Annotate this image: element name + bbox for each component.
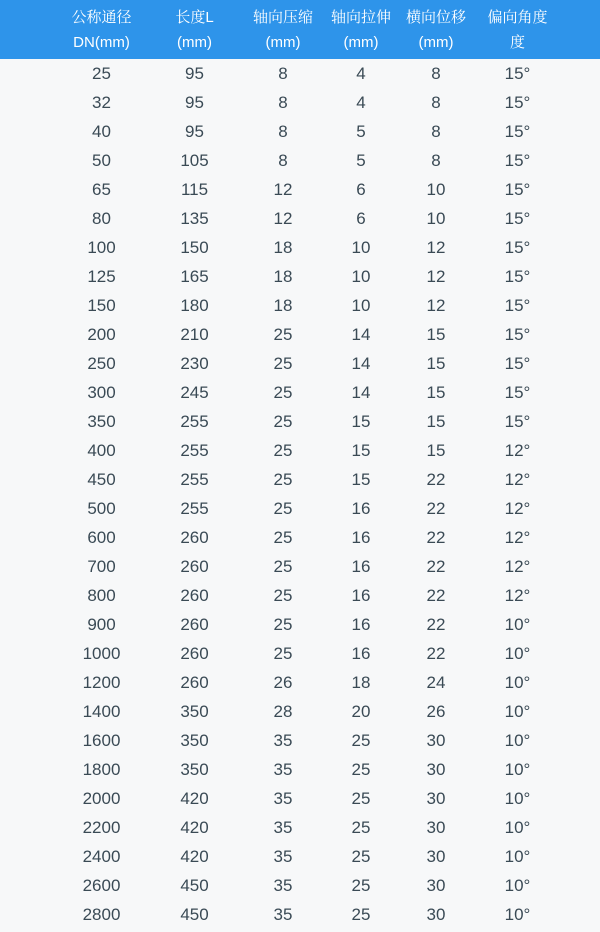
- row-spacer-right: [560, 436, 600, 465]
- table-cell-deflection-angle: 10°: [504, 644, 531, 663]
- table-cell-lateral-displacement: 30: [426, 876, 446, 895]
- table-row: [0, 813, 600, 842]
- table-cell-axial-compression: 18: [273, 296, 293, 315]
- header-label-line2: DN(mm): [73, 33, 130, 51]
- table-cell-dn: 32: [92, 93, 111, 112]
- table-cell-deflection-angle: 10°: [504, 731, 531, 750]
- table-cell-lateral-displacement: 30: [426, 905, 446, 924]
- row-spacer-right: [560, 407, 600, 436]
- table-cell-dn: 125: [87, 267, 116, 286]
- row-spacer-left: [0, 465, 55, 494]
- table-cell-length: 255: [180, 499, 209, 518]
- table-row: [0, 610, 600, 639]
- table-cell-axial-compression: 35: [273, 876, 293, 895]
- header-label-line2: (mm): [177, 33, 212, 51]
- table-cell-axial-compression: 25: [273, 528, 293, 547]
- table-row: [0, 349, 600, 378]
- row-spacer-right: [560, 204, 600, 233]
- table-cell-lateral-displacement: 15: [426, 354, 446, 373]
- table-cell-dn: 40: [92, 122, 111, 141]
- row-spacer-left: [0, 871, 55, 900]
- row-spacer-left: [0, 204, 55, 233]
- table-cell-axial-extension: 16: [351, 528, 371, 547]
- table-row: [0, 726, 600, 755]
- header-cell-length: [148, 0, 241, 59]
- row-spacer-right: [560, 842, 600, 871]
- table-cell-length: 105: [180, 151, 209, 170]
- table-cell-deflection-angle: 12°: [504, 470, 531, 489]
- row-spacer-left: [0, 784, 55, 813]
- row-spacer-right: [560, 494, 600, 523]
- row-spacer-left: [0, 436, 55, 465]
- table-cell-deflection-angle: 15°: [504, 412, 531, 431]
- table-cell-length: 245: [180, 383, 209, 402]
- table-cell-dn: 200: [87, 325, 116, 344]
- table-cell-axial-compression: 25: [273, 325, 293, 344]
- table-row: [0, 117, 600, 146]
- table-cell-deflection-angle: 10°: [504, 876, 531, 895]
- header-label-line1: 长度L: [175, 8, 214, 26]
- table-cell-length: 210: [180, 325, 209, 344]
- table-cell-lateral-displacement: 22: [426, 557, 446, 576]
- table-cell-length: 255: [180, 470, 209, 489]
- table-cell-axial-compression: 25: [273, 354, 293, 373]
- row-spacer-left: [0, 639, 55, 668]
- row-spacer-left: [0, 146, 55, 175]
- table-cell-axial-extension: 6: [356, 180, 366, 199]
- table-cell-lateral-displacement: 30: [426, 731, 446, 750]
- table-cell-axial-extension: 5: [356, 151, 366, 170]
- table-cell-axial-compression: 12: [273, 209, 293, 228]
- table-cell-deflection-angle: 15°: [504, 383, 531, 402]
- table-cell-length: 95: [185, 64, 204, 83]
- header-cell-lateral-displacement: [397, 0, 475, 59]
- row-spacer-right: [560, 88, 600, 117]
- table-cell-axial-extension: 14: [351, 354, 371, 373]
- table-cell-lateral-displacement: 22: [426, 644, 446, 663]
- header-label-line2: (mm): [265, 33, 301, 51]
- table-cell-deflection-angle: 15°: [504, 296, 531, 315]
- row-spacer-right: [560, 871, 600, 900]
- row-spacer-left: [0, 378, 55, 407]
- table-cell-axial-compression: 25: [273, 383, 293, 402]
- table-cell-axial-compression: 35: [273, 789, 293, 808]
- header-label-line1: 偏向角度: [487, 8, 548, 26]
- table-cell-axial-extension: 25: [351, 789, 371, 808]
- table-cell-dn: 800: [87, 586, 116, 605]
- table-cell-dn: 700: [87, 557, 116, 576]
- table-cell-axial-compression: 35: [273, 847, 293, 866]
- row-spacer-right: [560, 552, 600, 581]
- table-cell-axial-compression: 35: [273, 818, 293, 837]
- table-cell-lateral-displacement: 8: [431, 151, 441, 170]
- row-spacer-left: [0, 88, 55, 117]
- table-cell-dn: 1600: [82, 731, 121, 750]
- table-row: [0, 175, 600, 204]
- table-cell-length: 95: [185, 93, 204, 112]
- row-spacer-right: [560, 610, 600, 639]
- table-row: [0, 378, 600, 407]
- table-cell-lateral-displacement: 12: [426, 238, 446, 257]
- table-cell-axial-compression: 35: [273, 760, 293, 779]
- table-cell-dn: 25: [92, 64, 111, 83]
- table-cell-axial-compression: 25: [273, 615, 293, 634]
- table-cell-deflection-angle: 12°: [504, 499, 531, 518]
- table-cell-axial-extension: 18: [351, 673, 371, 692]
- table-cell-axial-extension: 4: [356, 93, 366, 112]
- table-cell-deflection-angle: 10°: [504, 818, 531, 837]
- row-spacer-right: [560, 726, 600, 755]
- table-cell-lateral-displacement: 12: [426, 296, 446, 315]
- table-cell-deflection-angle: 10°: [504, 760, 531, 779]
- row-spacer-right: [560, 262, 600, 291]
- table-cell-axial-extension: 25: [351, 818, 371, 837]
- row-spacer-left: [0, 552, 55, 581]
- row-spacer-left: [0, 233, 55, 262]
- table-row: [0, 523, 600, 552]
- table-cell-lateral-displacement: 15: [426, 441, 446, 460]
- header-spacer-left: [0, 0, 55, 59]
- table-cell-deflection-angle: 12°: [504, 557, 531, 576]
- header-label-line1: 横向位移: [405, 8, 466, 26]
- table-cell-deflection-angle: 15°: [504, 325, 531, 344]
- table-cell-deflection-angle: 15°: [504, 64, 531, 83]
- table-cell-length: 350: [180, 702, 209, 721]
- table-cell-lateral-displacement: 30: [426, 789, 446, 808]
- table-cell-length: 260: [180, 673, 209, 692]
- table-row: [0, 465, 600, 494]
- table-cell-axial-compression: 28: [273, 702, 293, 721]
- table-cell-length: 165: [180, 267, 209, 286]
- header-cell-axial-extension: [325, 0, 397, 59]
- table-cell-dn: 50: [92, 151, 111, 170]
- table-cell-deflection-angle: 15°: [504, 354, 531, 373]
- table-head: [0, 0, 600, 59]
- table-cell-deflection-angle: 10°: [504, 702, 531, 721]
- table-row: [0, 233, 600, 262]
- table-cell-deflection-angle: 10°: [504, 789, 531, 808]
- table-cell-length: 450: [180, 905, 209, 924]
- table-cell-axial-compression: 18: [273, 238, 293, 257]
- row-spacer-right: [560, 349, 600, 378]
- table-row: [0, 755, 600, 784]
- row-spacer-right: [560, 639, 600, 668]
- row-spacer-left: [0, 726, 55, 755]
- table-body: [0, 59, 600, 929]
- table-cell-axial-compression: 8: [278, 93, 288, 112]
- row-spacer-left: [0, 523, 55, 552]
- row-spacer-left: [0, 610, 55, 639]
- table-cell-lateral-displacement: 30: [426, 847, 446, 866]
- table-cell-dn: 80: [92, 209, 111, 228]
- table-row: [0, 262, 600, 291]
- table-cell-axial-extension: 25: [351, 847, 371, 866]
- row-spacer-left: [0, 59, 55, 88]
- table-row: [0, 59, 600, 88]
- table-row: [0, 842, 600, 871]
- table-cell-length: 135: [180, 209, 209, 228]
- header-label-line1: 轴向压缩: [252, 8, 313, 26]
- table-cell-dn: 2600: [82, 876, 121, 895]
- table-cell-axial-compression: 25: [273, 644, 293, 663]
- table-cell-dn: 2400: [82, 847, 121, 866]
- table-cell-lateral-displacement: 8: [431, 64, 441, 83]
- table-cell-dn: 2200: [82, 818, 121, 837]
- row-spacer-right: [560, 320, 600, 349]
- table-cell-deflection-angle: 15°: [504, 151, 531, 170]
- row-spacer-left: [0, 349, 55, 378]
- row-spacer-right: [560, 233, 600, 262]
- table-row: [0, 407, 600, 436]
- row-spacer-left: [0, 668, 55, 697]
- row-spacer-right: [560, 900, 600, 929]
- table-cell-axial-compression: 25: [273, 557, 293, 576]
- row-spacer-left: [0, 291, 55, 320]
- table-cell-dn: 500: [87, 499, 116, 518]
- table-cell-dn: 65: [92, 180, 111, 199]
- header-label-line2: (mm): [343, 33, 379, 51]
- table-cell-length: 260: [180, 586, 209, 605]
- header-label-line1: 公称通径: [71, 8, 132, 26]
- table-cell-lateral-displacement: 30: [426, 818, 446, 837]
- table-cell-lateral-displacement: 22: [426, 528, 446, 547]
- table-cell-axial-compression: 8: [278, 64, 288, 83]
- table-header-row: [0, 0, 600, 59]
- row-spacer-left: [0, 900, 55, 929]
- table-cell-axial-extension: 15: [351, 412, 371, 431]
- table-cell-dn: 100: [87, 238, 116, 257]
- table-cell-axial-extension: 15: [351, 470, 371, 489]
- table-cell-length: 150: [180, 238, 209, 257]
- table-row: [0, 146, 600, 175]
- row-spacer-left: [0, 697, 55, 726]
- table-cell-deflection-angle: 12°: [504, 441, 531, 460]
- table-cell-dn: 300: [87, 383, 116, 402]
- table-cell-lateral-displacement: 15: [426, 383, 446, 402]
- table-cell-lateral-displacement: 8: [431, 93, 441, 112]
- table-cell-dn: 1200: [82, 673, 121, 692]
- table-cell-dn: 900: [87, 615, 116, 634]
- table-cell-deflection-angle: 10°: [504, 615, 531, 634]
- table-cell-deflection-angle: 15°: [504, 267, 531, 286]
- table-cell-axial-compression: 35: [273, 905, 293, 924]
- row-spacer-right: [560, 59, 600, 88]
- header-spacer-right: [560, 0, 600, 59]
- table-row: [0, 581, 600, 610]
- table-cell-axial-extension: 20: [351, 702, 371, 721]
- table-cell-length: 95: [185, 122, 204, 141]
- table-cell-lateral-displacement: 22: [426, 615, 446, 634]
- row-spacer-right: [560, 697, 600, 726]
- table-cell-length: 115: [180, 180, 209, 199]
- row-spacer-left: [0, 755, 55, 784]
- table-cell-length: 255: [180, 412, 209, 431]
- row-spacer-right: [560, 465, 600, 494]
- table-cell-axial-extension: 25: [351, 760, 371, 779]
- table-cell-length: 180: [180, 296, 209, 315]
- row-spacer-left: [0, 842, 55, 871]
- table-row: [0, 291, 600, 320]
- table-cell-dn: 2000: [82, 789, 121, 808]
- table-row: [0, 697, 600, 726]
- table-row: [0, 871, 600, 900]
- table-cell-deflection-angle: 12°: [504, 528, 531, 547]
- table-cell-lateral-displacement: 10: [426, 209, 446, 228]
- table-cell-dn: 450: [87, 470, 116, 489]
- table-cell-axial-extension: 16: [351, 557, 371, 576]
- row-spacer-right: [560, 523, 600, 552]
- table-cell-axial-compression: 25: [273, 586, 293, 605]
- table-cell-axial-extension: 25: [351, 905, 371, 924]
- table-cell-length: 230: [180, 354, 209, 373]
- table-cell-axial-compression: 25: [273, 412, 293, 431]
- table-cell-length: 260: [180, 557, 209, 576]
- row-spacer-right: [560, 146, 600, 175]
- row-spacer-left: [0, 117, 55, 146]
- header-label-line1: 轴向拉伸: [330, 8, 391, 26]
- table-cell-axial-compression: 25: [273, 470, 293, 489]
- table-cell-axial-extension: 16: [351, 615, 371, 634]
- table-cell-axial-extension: 5: [356, 122, 366, 141]
- table-cell-axial-compression: 8: [278, 151, 288, 170]
- row-spacer-right: [560, 175, 600, 204]
- row-spacer-left: [0, 407, 55, 436]
- table-cell-dn: 350: [87, 412, 116, 431]
- header-cell-axial-compression: [241, 0, 325, 59]
- table-cell-axial-extension: 10: [351, 296, 371, 315]
- table-cell-axial-extension: 15: [351, 441, 371, 460]
- table-cell-dn: 250: [87, 354, 116, 373]
- table-row: [0, 204, 600, 233]
- header-label-line2: (mm): [418, 33, 454, 51]
- row-spacer-left: [0, 175, 55, 204]
- table-cell-axial-compression: 26: [273, 673, 293, 692]
- header-cell-dn: [55, 0, 148, 59]
- table-row: [0, 784, 600, 813]
- table-cell-length: 255: [180, 441, 209, 460]
- table-cell-axial-compression: 25: [273, 441, 293, 460]
- table-cell-dn: 1400: [82, 702, 121, 721]
- row-spacer-left: [0, 320, 55, 349]
- table-cell-lateral-displacement: 10: [426, 180, 446, 199]
- table-cell-axial-extension: 25: [351, 731, 371, 750]
- table-cell-axial-compression: 12: [273, 180, 293, 199]
- row-spacer-right: [560, 813, 600, 842]
- table-cell-length: 450: [180, 876, 209, 895]
- table-cell-lateral-displacement: 12: [426, 267, 446, 286]
- table-cell-lateral-displacement: 22: [426, 499, 446, 518]
- table-cell-axial-extension: 16: [351, 586, 371, 605]
- table-row: [0, 639, 600, 668]
- table-cell-length: 420: [180, 847, 209, 866]
- table-row: [0, 900, 600, 929]
- table-cell-lateral-displacement: 15: [426, 412, 446, 431]
- table-cell-axial-extension: 14: [351, 325, 371, 344]
- table-row: [0, 552, 600, 581]
- table-cell-axial-compression: 35: [273, 731, 293, 750]
- row-spacer-right: [560, 291, 600, 320]
- table-row: [0, 668, 600, 697]
- row-spacer-right: [560, 117, 600, 146]
- table-cell-axial-compression: 8: [278, 122, 288, 141]
- table-cell-length: 260: [180, 615, 209, 634]
- table-cell-deflection-angle: 10°: [504, 905, 531, 924]
- table-row: [0, 88, 600, 117]
- table-cell-lateral-displacement: 22: [426, 470, 446, 489]
- table-cell-deflection-angle: 10°: [504, 673, 531, 692]
- row-spacer-right: [560, 784, 600, 813]
- table-cell-axial-extension: 6: [356, 209, 366, 228]
- table-cell-length: 350: [180, 760, 209, 779]
- table-cell-dn: 1800: [82, 760, 121, 779]
- row-spacer-right: [560, 581, 600, 610]
- row-spacer-right: [560, 755, 600, 784]
- table-cell-deflection-angle: 15°: [504, 122, 531, 141]
- table-cell-deflection-angle: 12°: [504, 586, 531, 605]
- table-cell-dn: 1000: [82, 644, 121, 663]
- table-cell-axial-extension: 14: [351, 383, 371, 402]
- table-cell-length: 260: [180, 644, 209, 663]
- table-cell-lateral-displacement: 24: [426, 673, 446, 692]
- table-row: [0, 494, 600, 523]
- table-cell-length: 350: [180, 731, 209, 750]
- row-spacer-left: [0, 262, 55, 291]
- table-cell-deflection-angle: 15°: [504, 238, 531, 257]
- row-spacer-left: [0, 494, 55, 523]
- table-cell-axial-extension: 16: [351, 499, 371, 518]
- table-cell-lateral-displacement: 30: [426, 760, 446, 779]
- table-cell-axial-extension: 4: [356, 64, 366, 83]
- table-cell-axial-extension: 25: [351, 876, 371, 895]
- header-label-line2: 度: [509, 33, 525, 51]
- table-cell-deflection-angle: 15°: [504, 93, 531, 112]
- table-row: [0, 436, 600, 465]
- table-cell-axial-extension: 16: [351, 644, 371, 663]
- table-cell-lateral-displacement: 15: [426, 325, 446, 344]
- table-cell-axial-compression: 18: [273, 267, 293, 286]
- row-spacer-right: [560, 668, 600, 697]
- table-cell-lateral-displacement: 8: [431, 122, 441, 141]
- row-spacer-right: [560, 378, 600, 407]
- table-cell-lateral-displacement: 26: [426, 702, 446, 721]
- table-cell-dn: 2800: [82, 905, 121, 924]
- table-cell-deflection-angle: 15°: [504, 209, 531, 228]
- table-row: [0, 320, 600, 349]
- table-cell-lateral-displacement: 22: [426, 586, 446, 605]
- table-cell-axial-extension: 10: [351, 267, 371, 286]
- row-spacer-left: [0, 581, 55, 610]
- table-cell-length: 260: [180, 528, 209, 547]
- header-cell-deflection-angle: [475, 0, 560, 59]
- table-cell-axial-compression: 25: [273, 499, 293, 518]
- table-cell-dn: 400: [87, 441, 116, 460]
- table-cell-dn: 600: [87, 528, 116, 547]
- table-cell-length: 420: [180, 789, 209, 808]
- table-cell-axial-extension: 10: [351, 238, 371, 257]
- table-cell-deflection-angle: 10°: [504, 847, 531, 866]
- table-cell-deflection-angle: 15°: [504, 180, 531, 199]
- table-cell-length: 420: [180, 818, 209, 837]
- table-cell-dn: 150: [87, 296, 116, 315]
- row-spacer-left: [0, 813, 55, 842]
